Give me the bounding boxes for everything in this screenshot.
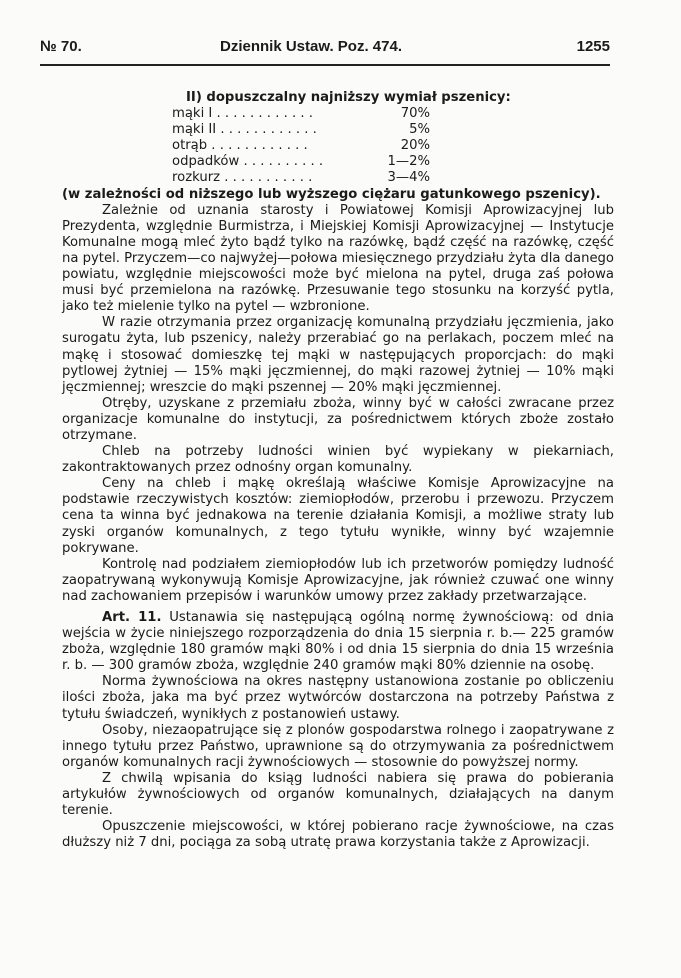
article-text: Ustanawia się następującą ogólną normę żywnościową: od dnia wejścia w życie niniejszego rozporządzenia do dnia 15 sierpnia r. b.— 225 gramów zboża, względnie 180 gramów mąki 80% i od dnia 15 sierpnia do dnia 15 września r. b. — 300 gramów zboża, względnie 240 gramów mąki 80% dziennie na osobę.: [62, 610, 615, 674]
document-body: [62, 90, 614, 851]
milling-item: otrąb . . . . . . . . . . . .: [172, 138, 308, 154]
section-heading: II) dopuszczalny najniższy wymiał pszenicy:: [186, 90, 511, 105]
table-row: [172, 138, 430, 154]
article-label: Art. 11.: [102, 610, 162, 625]
paragraph: Otręby, uzyskane z przemiału zboża, winny być w całości zwracane przez organizacje komunalne do instytucji, za pośrednictwem których zboże zostało otrzymane.: [62, 395, 614, 443]
milling-value: 70%: [400, 106, 430, 122]
paragraph: Osoby, niezaopatrujące się z plonów gospodarstwa rolnego i zaopatrywane z innego tytułu przez Państwo, uprawnione są do otrzymywania za pośrednictwem organów komunalnych racji żywnościowych — stosownie do powyższej normy.: [62, 722, 614, 770]
milling-value: 5%: [409, 122, 430, 138]
milling-item: rozkurz . . . . . . . . . . .: [172, 170, 313, 186]
issue-number: № 70.: [40, 38, 82, 55]
page-number: 1255: [576, 38, 610, 55]
table-row: [172, 154, 430, 170]
page-header: [40, 38, 610, 60]
milling-item: odpadków . . . . . . . . . .: [172, 154, 324, 170]
milling-value: 3—4%: [387, 170, 430, 186]
milling-item: mąki I . . . . . . . . . . . .: [172, 106, 313, 122]
milling-item: mąki II . . . . . . . . . . . .: [172, 122, 317, 138]
header-rule: [40, 64, 610, 66]
milling-value: 1—2%: [387, 154, 430, 170]
paragraph: Zależnie od uznania starosty i Powiatowej Komisji Aprowizacyjnej lub Prezydenta, względnie Burmistrza, i Miejskiej Komisji Aprowizacyjnej — Instytucje Komunalne mogą mleć żyto bądź tylko na razówkę, bądź część na razówkę, część na pytel. Przyczem—co najwyżej—połowa miesięcznego przydziału żyta dla danego powiatu, względnie miejscowości może być mielona na pytel, druga zaś połowa musi być przemielona na razówkę. Przesuwanie tego stosunku na korzyść pytla, jako też mielenie tylko na pytel — wzbronione.: [62, 202, 614, 315]
journal-title: Dziennik Ustaw. Poz. 474.: [220, 38, 402, 55]
paragraph: W razie otrzymania przez organizację komunalną przydziału jęczmienia, jako surogatu żyta, lub pszenicy, należy przerabiać go na perlakach, poczem mleć na mąkę i stosować domieszkę tej mąki w następujących proporcjach: do mąki pytlowej żytniej — 15% mąki jęczmiennej, do mąki razowej żytniej — 10% mąki jęczmiennej; wreszcie do mąki pszennej — 20% mąki jęczmiennej.: [62, 315, 614, 395]
article-paragraph: [62, 610, 614, 674]
paragraph: Norma żywnościowa na okres następny ustanowiona zostanie po obliczeniu ilości zboża, jaka ma być przez wytwórców dostarczona na potrzeby Państwa z tytułu świadczeń, wynikłych z postanowień ustawy.: [62, 674, 614, 722]
milling-note: (w zależności od niższego lub wyższego ciężaru gatunkowego pszenicy).: [62, 186, 601, 202]
table-row: [172, 106, 430, 122]
paragraph: Ceny na chleb i mąkę określają właściwe Komisje Aprowizacyjne na podstawie rzeczywistych kosztów: ziemiopłodów, przerobu i przewozu. Przyczem cena ta winna być jednakowa na terenie działania Komisji, a możliwe straty lub zyski organów komunalnych, z tego tytułu wynikłe, winny być wzajemnie pokrywane.: [62, 476, 614, 556]
paragraph: Z chwilą wpisania do ksiąg ludności nabiera się prawa do pobierania artykułów żywnościowych od organów komunalnych, działających na danym terenie.: [62, 770, 614, 819]
table-row: [172, 122, 430, 138]
paragraph: Chleb na potrzeby ludności winien być wypiekany w piekarniach, zakontraktowanych przez odnośny organ komunalny.: [62, 444, 614, 476]
milling-table: [172, 106, 430, 186]
milling-value: 20%: [400, 138, 430, 154]
table-row: [172, 170, 430, 186]
paragraph: Kontrolę nad podziałem ziemiopłodów lub ich przetworów pomiędzy ludność zaopatrywaną wykonywują Komisje Aprowizacyjne, jak również czuwać one winny nad zachowaniem przepisów i warunków umowy przez zakłady przetwarzające.: [62, 556, 614, 604]
paragraph: Opuszczenie miejscowości, w której pobierano racje żywnościowe, na czas dłuższy niż 7 dni, pociąga za sobą utratę prawa korzystania także z Aprowizacji.: [62, 819, 614, 851]
